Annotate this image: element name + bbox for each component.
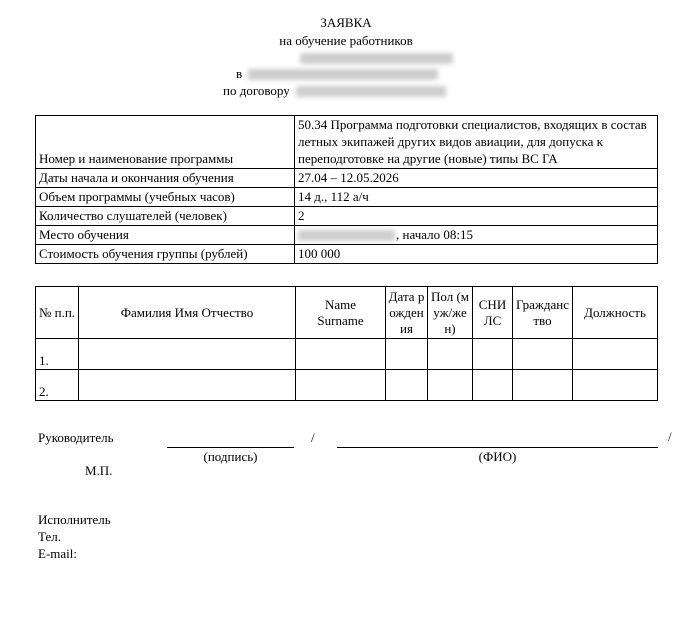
empty-cell	[386, 339, 428, 370]
signature-caption: (подпись)	[203, 449, 258, 464]
table-row	[36, 169, 658, 188]
program-row-label: Место обучения	[36, 226, 295, 245]
contract-line	[223, 83, 446, 99]
program-row-label: Количество слушателей (человек)	[36, 207, 295, 226]
empty-cell	[386, 370, 428, 401]
empty-cell	[513, 370, 573, 401]
org-line	[236, 66, 438, 82]
empty-cell	[428, 370, 473, 401]
trainee-row	[36, 370, 658, 401]
program-row-value: 100 000	[295, 245, 658, 264]
table-row	[36, 226, 658, 245]
col-header-name-surname: Name Surname	[296, 287, 386, 339]
program-row-value: 2	[295, 207, 658, 226]
signature-slash: /	[311, 430, 315, 445]
program-details-table	[35, 115, 658, 264]
empty-cell	[79, 370, 296, 401]
trainees-table	[35, 286, 658, 401]
empty-cell	[473, 370, 513, 401]
redacted-training-location	[298, 230, 395, 241]
stamp-place-label: М.П.	[85, 463, 113, 478]
phone-label: Тел.	[38, 529, 61, 544]
document-header	[0, 14, 692, 50]
trainee-row	[36, 339, 658, 370]
executor-label: Исполнитель	[38, 512, 111, 527]
fio-slash: /	[668, 429, 672, 444]
program-row-value: 27.04 – 12.05.2026	[295, 169, 658, 188]
program-row-value	[295, 226, 658, 245]
trainee-row-number: 1.	[36, 339, 79, 370]
empty-cell	[428, 339, 473, 370]
trainees-header-row	[36, 287, 658, 339]
program-row-value: 50.34 Программа подготовки специалистов, входящих в состав летных экипажей других видов авиации, для допуска к переподготовке на другие (новые) типы ВС ГА	[295, 116, 658, 169]
col-header-position: Должность	[573, 287, 658, 339]
redacted-org-name	[248, 69, 438, 80]
program-row-label: Даты начала и окончания обучения	[36, 169, 295, 188]
signature-line	[167, 434, 294, 448]
program-row-value: 14 д., 112 а/ч	[295, 188, 658, 207]
trainee-row-number: 2.	[36, 370, 79, 401]
contract-line-prefix: по договору	[223, 83, 290, 98]
table-row	[36, 116, 658, 169]
email-label: E-mail:	[38, 546, 77, 561]
empty-cell	[513, 339, 573, 370]
empty-cell	[296, 370, 386, 401]
fio-line	[337, 434, 658, 448]
document-title: ЗАЯВКА	[320, 15, 372, 30]
empty-cell	[573, 370, 658, 401]
table-row	[36, 245, 658, 264]
program-row-label: Стоимость обучения группы (рублей)	[36, 245, 295, 264]
col-header-number: № п.п.	[36, 287, 79, 339]
redacted-organization-line	[300, 53, 453, 64]
col-header-sex: Пол (муж/жен)	[428, 287, 473, 339]
redacted-contract-number	[296, 86, 446, 97]
program-row-label: Номер и наименование программы	[36, 116, 295, 169]
document-subtitle: на обучение работников	[279, 33, 413, 48]
empty-cell	[473, 339, 513, 370]
org-line-prefix: в	[236, 66, 243, 81]
fio-caption: (ФИО)	[478, 449, 517, 464]
col-header-snils: СНИЛС	[473, 287, 513, 339]
table-row	[36, 188, 658, 207]
col-header-full-name: Фамилия Имя Отчество	[79, 287, 296, 339]
empty-cell	[79, 339, 296, 370]
empty-cell	[296, 339, 386, 370]
col-header-citizenship: Гражданство	[513, 287, 573, 339]
training-start-time: , начало 08:15	[396, 227, 473, 242]
empty-cell	[573, 339, 658, 370]
table-row	[36, 207, 658, 226]
col-header-birth-date: Дата рождения	[386, 287, 428, 339]
head-signature-label: Руководитель	[38, 430, 114, 445]
program-row-label: Объем программы (учебных часов)	[36, 188, 295, 207]
